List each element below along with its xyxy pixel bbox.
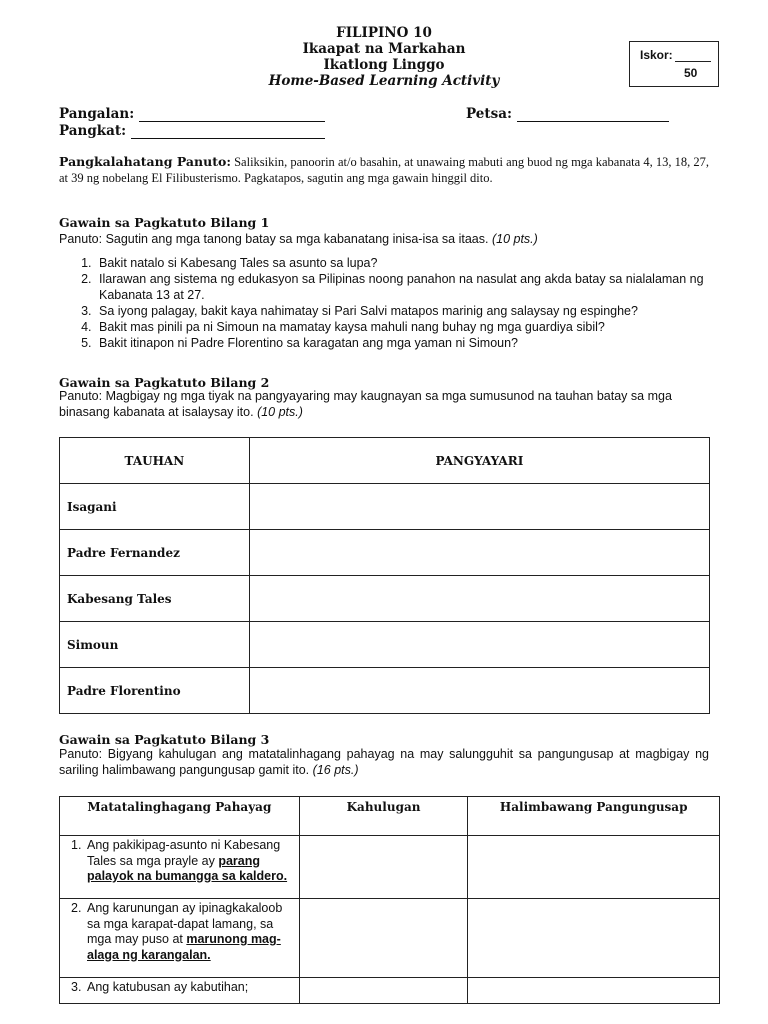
table-row <box>60 530 710 576</box>
meaning-answer-cell[interactable] <box>299 899 468 978</box>
date-field <box>466 106 669 122</box>
activity1-instructions <box>59 232 711 248</box>
quarter-title: Ikaapat na Markahan <box>302 41 466 57</box>
character-name: Isagani <box>60 484 250 530</box>
score-total: 50 <box>684 66 698 80</box>
table-header-row <box>60 797 720 836</box>
activity1-instructions-text: Panuto: Sagutin ang mga tanong batay sa mga kabanatang inisa-isa sa itaas. <box>59 232 489 246</box>
expression-text: Ang pakikipag-asunto ni Kabesang Tales sa mga prayle ay <box>87 838 281 868</box>
activity1-points: (10 pts.) <box>491 232 538 246</box>
column-header-pangyayari: PANGYAYARI <box>249 438 709 484</box>
activity2-points: (10 pts.) <box>257 404 303 419</box>
characters-table <box>59 437 710 714</box>
event-answer-cell[interactable] <box>249 576 709 622</box>
week-title: Ikatlong Linggo <box>323 57 445 73</box>
subject-title: FILIPINO 10 <box>336 25 432 41</box>
date-label: Petsa: <box>466 106 512 122</box>
activity3-title: Gawain sa Pagkatuto Bilang 3 <box>59 732 270 747</box>
event-answer-cell[interactable] <box>249 668 709 714</box>
activity3-points: (16 pts.) <box>312 762 359 777</box>
activity1-title: Gawain sa Pagkatuto Bilang 1 <box>59 215 270 230</box>
question-item: 4. Bakit mas pinili pa ni Simoun na mamatay kaysa mahuli nang buhay ng mga guardiya sibil? <box>95 319 709 335</box>
general-instructions <box>59 154 709 186</box>
figurative-expressions-table <box>59 796 720 1004</box>
group-field <box>59 123 325 139</box>
column-header-halimbawa: Halimbawang Pangungusap <box>468 797 720 836</box>
table-row <box>60 484 710 530</box>
question-item: 1. Bakit natalo si Kabesang Tales sa asunto sa lupa? <box>95 255 709 271</box>
question-item: 3. Sa iyong palagay, bakit kaya nahimatay si Pari Salvi matapos marinig ang salaysay ng espinghe? <box>95 303 709 319</box>
event-answer-cell[interactable] <box>249 484 709 530</box>
activity2-instructions <box>59 389 695 420</box>
event-answer-cell[interactable] <box>249 530 709 576</box>
expression-underlined: parang palayok na bumangga sa kaldero. <box>87 853 288 883</box>
expression-text: Ang katubusan ay kabutihan; <box>87 980 249 994</box>
table-row <box>60 622 710 668</box>
event-answer-cell[interactable] <box>249 622 709 668</box>
expression-cell <box>60 899 300 978</box>
name-field <box>59 106 325 122</box>
table-row <box>60 668 710 714</box>
activity2-instructions-text: Panuto: Magbigay ng mga tiyak na pangyayaring may kaugnayan sa mga sumusunod na tauhan batay sa mga binasang kabanata at isalaysay ito. <box>59 389 672 419</box>
item-number: 1. <box>71 838 82 852</box>
score-blank[interactable] <box>675 61 711 62</box>
expression-text: Ang karunungan ay ipinagkakaloob sa mga karapat-dapat lamang, sa mga may puso at <box>87 901 283 946</box>
expression-cell <box>60 836 300 899</box>
activity3-instructions-text: Panuto: Bigyang kahulugan ang matatalinhagang pahayag na may salungguhit sa pangungusap at magbigay ng sariling halimbawang pangungusap gamit ito. <box>59 747 709 777</box>
column-header-kahulugan: Kahulugan <box>299 797 468 836</box>
activity1-question-list <box>59 255 709 351</box>
activity-type-title: Home-Based Learning Activity <box>268 73 500 89</box>
table-header-row <box>60 438 710 484</box>
group-label: Pangkat: <box>59 123 127 139</box>
example-answer-cell[interactable] <box>468 899 720 978</box>
meaning-answer-cell[interactable] <box>299 836 468 899</box>
group-blank[interactable] <box>131 126 325 139</box>
general-instructions-text: Saliksikin, panoorin at/o basahin, at unawaing mabuti ang buod ng mga kabanata 4, 13, 18, 27, at 39 ng nobelang El Filibusterismo. Pagkatapos, sagutin ang mga gawain hinggil dito. <box>59 155 710 185</box>
name-blank[interactable] <box>139 109 325 122</box>
expression-underlined: marunong mag-alaga ng karangalan. <box>87 932 281 962</box>
column-header-pahayag: Matatalinghagang Pahayag <box>60 797 300 836</box>
table-row <box>60 899 720 978</box>
item-number: 3. <box>71 980 82 994</box>
activity2-title: Gawain sa Pagkatuto Bilang 2 <box>59 375 270 390</box>
character-name: Kabesang Tales <box>60 576 250 622</box>
meaning-answer-cell[interactable] <box>299 978 468 1004</box>
name-label: Pangalan: <box>59 106 135 122</box>
activity3-instructions <box>59 747 709 778</box>
score-box <box>629 41 719 87</box>
example-answer-cell[interactable] <box>468 836 720 899</box>
character-name: Padre Florentino <box>60 668 250 714</box>
score-label: Iskor: <box>640 48 673 62</box>
table-row <box>60 836 720 899</box>
general-instructions-label: Pangkalahatang Panuto: <box>59 154 231 169</box>
character-name: Simoun <box>60 622 250 668</box>
table-row <box>60 978 720 1004</box>
example-answer-cell[interactable] <box>468 978 720 1004</box>
column-header-tauhan: TAUHAN <box>60 438 250 484</box>
item-number: 2. <box>71 901 82 915</box>
table-row <box>60 576 710 622</box>
question-item: 2. Ilarawan ang sistema ng edukasyon sa Pilipinas noong panahon na nasulat ang akda batay sa nialalaman ng Kabanata 13 at 27. <box>95 271 709 303</box>
question-item: 5. Bakit itinapon ni Padre Florentino sa karagatan ang mga yaman ni Simoun? <box>95 335 709 351</box>
expression-cell <box>60 978 300 1004</box>
character-name: Padre Fernandez <box>60 530 250 576</box>
date-blank[interactable] <box>517 109 669 122</box>
